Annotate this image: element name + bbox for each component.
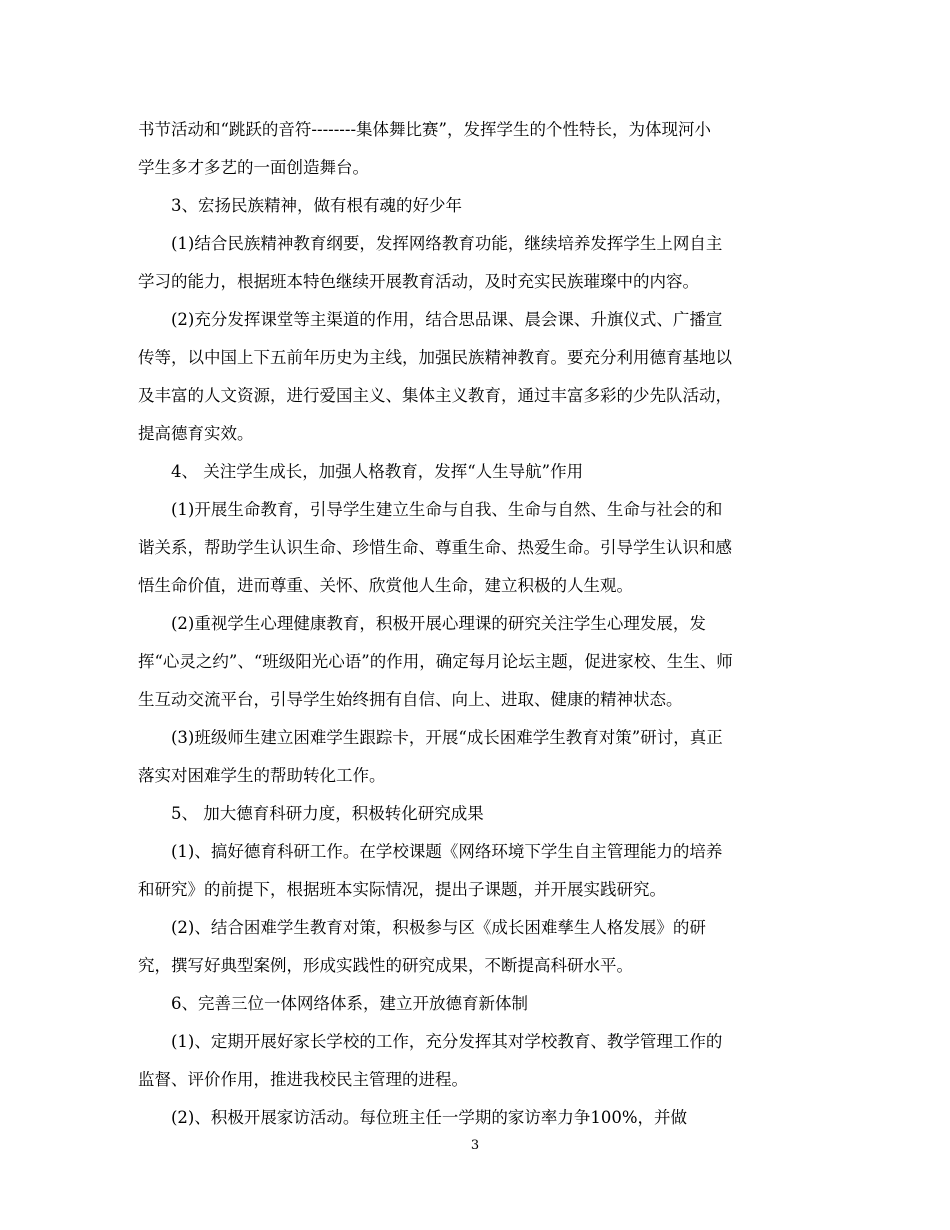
text-line: 传等，以中国上下五前年历史为主线，加强民族精神教育。要充分利用德育基地以: [138, 348, 732, 367]
text-line: 和研究》的前提下，根据班本实际情况，提出子课题，并开展实践研究。: [138, 880, 666, 899]
text-line: 3、宏扬民族精神，做有根有魂的好少年: [171, 196, 462, 215]
text-line: 生互动交流平台，引导学生始终拥有自信、向上、进取、健康的精神状态。: [138, 690, 683, 709]
text-line: (2)、结合困难学生教育对策，积极参与区《成长困难孳生人格发展》的研: [171, 918, 706, 937]
text-line: (1)、定期开展好家长学校的工作，充分发挥其对学校教育、教学管理工作的: [171, 1032, 723, 1051]
text-line: 落实对困难学生的帮助转化工作。: [138, 766, 386, 785]
text-line: 5、 加大德育科研力度，积极转化研究成果: [171, 804, 484, 823]
text-line: 学习的能力，根据班本特色继续开展教育活动，及时充实民族璀璨中的内容。: [138, 272, 699, 291]
text-line: 学生多才多艺的一面创造舞台。: [138, 158, 369, 177]
text-line: (2)充分发挥课堂等主渠道的作用，结合思品课、晨会课、升旗仪式、广播宣: [171, 310, 723, 329]
text-line: (2)重视学生心理健康教育，积极开展心理课的研究关注学生心理发展，发: [171, 614, 706, 633]
document-body: [138, 120, 818, 1146]
text-line: 提高德育实效。: [138, 424, 254, 443]
text-line: 悟生命价值，进而尊重、关怀、欣赏他人生命，建立积极的人生观。: [138, 576, 633, 595]
text-line: 4、 关注学生成长，加强人格教育，发挥“人生导航”作用: [171, 462, 584, 481]
text-line: 及丰富的人文资源，进行爱国主义、集体主义教育，通过丰富多彩的少先队活动，: [138, 386, 732, 405]
text-line: 监督、评价作用，推进我校民主管理的进程。: [138, 1070, 468, 1089]
text-line: 6、完善三位一体网络体系，建立开放德育新体制: [171, 994, 528, 1013]
text-line: (1)结合民族精神教育纲要，发挥网络教育功能，继续培养发挥学生上网自主: [171, 234, 723, 253]
text-line: (1)开展生命教育，引导学生建立生命与自我、生命与自然、生命与社会的和: [171, 500, 723, 519]
text-line: 书节活动和“跳跃的音符--------集体舞比赛”，发挥学生的个性特长，为体现河小: [138, 120, 711, 139]
text-line: (3)班级师生建立困难学生跟踪卡，开展“成长困难学生教育对策”研讨，真正: [171, 728, 723, 747]
text-line: (2)、积极开展家访活动。每位班主任一学期的家访率力争100%，并做: [171, 1108, 688, 1127]
page-number: 3: [470, 1138, 480, 1153]
text-line: 挥“心灵之约”、“班级阳光心语”的作用，确定每月论坛主题，促进家校、生生、师: [138, 652, 733, 671]
text-line: 谐关系，帮助学生认识生命、珍惜生命、尊重生命、热爱生命。引导学生认识和感: [138, 538, 732, 557]
text-line: 究，撰写好典型案例，形成实践性的研究成果，不断提高科研水平。: [138, 956, 633, 975]
text-line: (1)、搞好德育科研工作。在学校课题《网络环境下学生自主管理能力的培养: [171, 842, 723, 861]
